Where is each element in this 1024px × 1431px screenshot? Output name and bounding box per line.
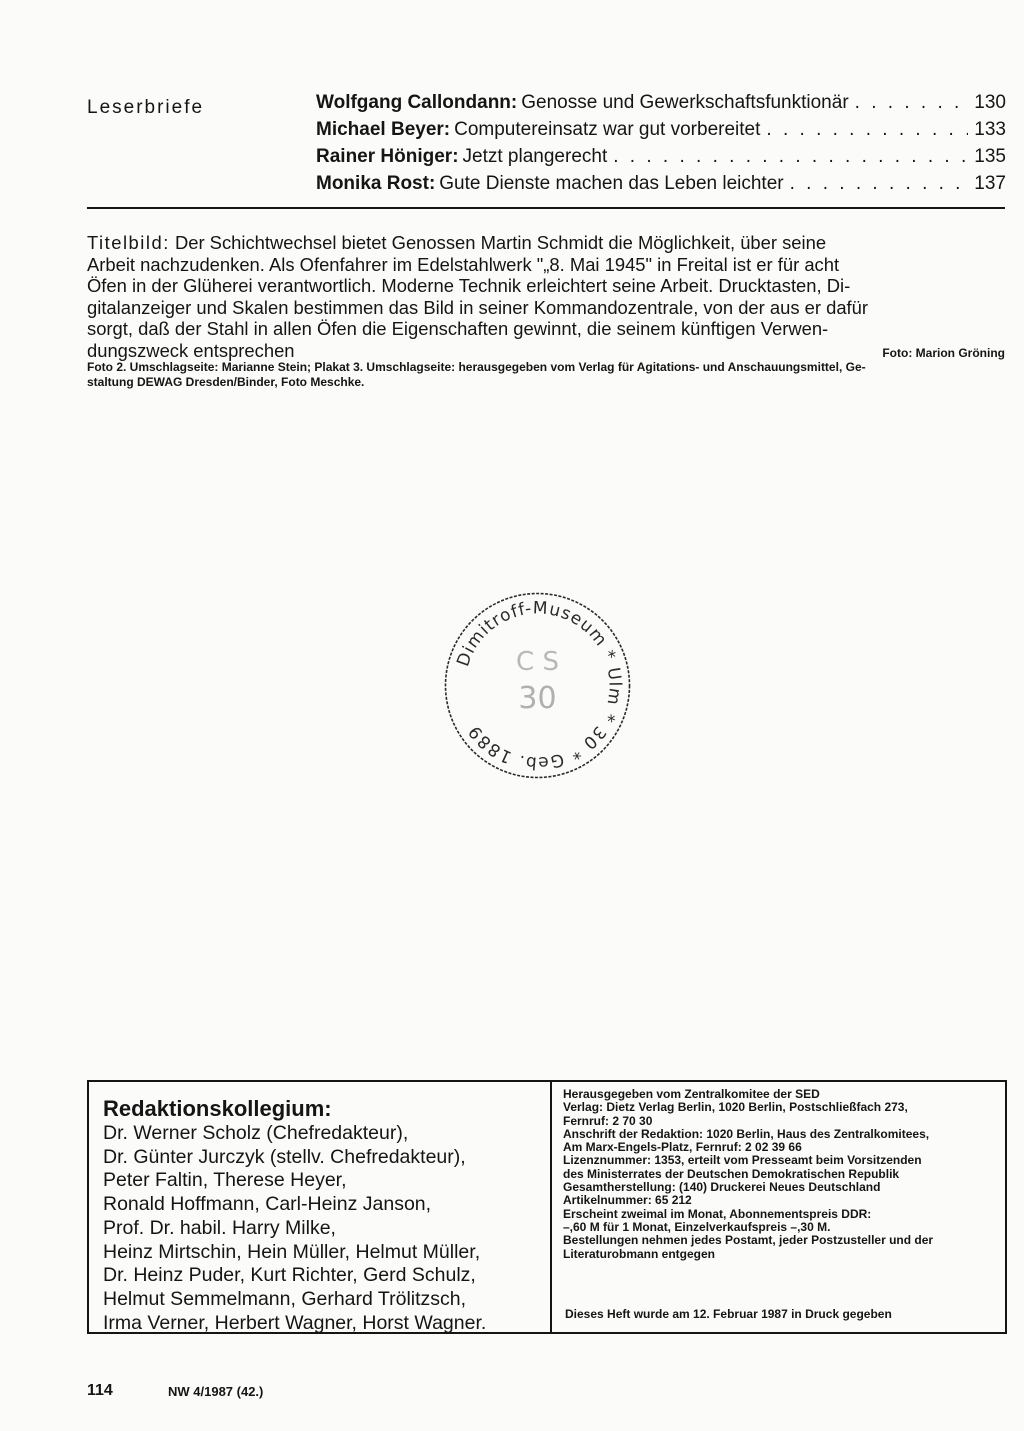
caption-line: sorgt, daß der Stahl in allen Öfen die Eigenschaften gewinnt, die seinem künftigen Verwen- bbox=[87, 318, 829, 339]
publisher-line: Literaturobmann entgegen bbox=[563, 1246, 716, 1261]
credits-line: staltung DEWAG Dresden/Binder, Foto Meschke. bbox=[87, 375, 365, 389]
publisher-line: Lizenznummer: 1353, erteilt vom Presseamt beim Vorsitzenden bbox=[563, 1153, 922, 1168]
toc-author: Rainer Höniger: bbox=[316, 146, 459, 167]
publisher-line: –,60 M für 1 Monat, Einzelverkaufspreis –,30 M. bbox=[563, 1219, 831, 1234]
toc-author: Wolfgang Callondann: bbox=[316, 92, 518, 113]
toc-leader-dots bbox=[855, 92, 969, 114]
editor-line: Dr. Günter Jurczyk (stellv. Chefredakteur), bbox=[103, 1145, 466, 1168]
publisher-line: Verlag: Dietz Verlag Berlin, 1020 Berlin, Postschließfach 273, bbox=[563, 1100, 908, 1115]
toc-title: Computereinsatz war gut vorbereitet bbox=[454, 119, 761, 140]
letters-toc bbox=[316, 92, 1006, 200]
toc-page-number: 130 bbox=[974, 92, 1006, 113]
toc-leader-dots bbox=[790, 173, 969, 195]
toc-title: Gute Dienste machen das Leben leichter bbox=[439, 173, 784, 194]
toc-leader-dots bbox=[766, 119, 968, 141]
editor-line: Dr. Heinz Puder, Kurt Richter, Gerd Schulz, bbox=[103, 1264, 476, 1287]
publisher-line: Anschrift der Redaktion: 1020 Berlin, Haus des Zentralkomitees, bbox=[563, 1126, 930, 1141]
issue-label: NW 4/1987 (42.) bbox=[168, 1384, 264, 1399]
editor-line: Dr. Werner Scholz (Chefredakteur), bbox=[103, 1122, 409, 1144]
toc-entry bbox=[316, 119, 1006, 146]
editor-line: Peter Faltin, Therese Heyer, bbox=[103, 1169, 347, 1192]
credits-line: Foto 2. Umschlagseite: Marianne Stein; Plakat 3. Umschlagseite: herausgegeben vom Verlag für Agitations- und Anschauungsmittel, Ge- bbox=[87, 360, 866, 374]
museum-stamp bbox=[440, 588, 635, 783]
publisher-line: Herausgegeben vom Zentralkomitee der SED bbox=[563, 1087, 820, 1101]
caption-line: gitalanzeiger und Skalen bestimmen das Bild in seiner Kommandozentrale, von der aus er dafür bbox=[87, 296, 869, 318]
publisher-line: Erscheint zweimal im Monat, Abonnementspreis DDR: bbox=[563, 1206, 872, 1221]
image-credits bbox=[87, 360, 1005, 390]
toc-leader-dots bbox=[613, 146, 968, 168]
publisher-line: Gesamtherstellung: (140) Druckerei Neues Deutschland bbox=[563, 1180, 881, 1195]
toc-entry bbox=[316, 173, 1006, 200]
impressum-box bbox=[87, 1080, 1007, 1334]
box-divider bbox=[550, 1082, 552, 1332]
print-date-note: Dieses Heft wurde am 12. Februar 1987 in Druck gegeben bbox=[565, 1307, 892, 1321]
editor-line: Heinz Mirtschin, Hein Müller, Helmut Müller, bbox=[103, 1240, 481, 1263]
toc-author: Monika Rost: bbox=[316, 173, 436, 194]
caption-text: dungszweck entsprechen bbox=[87, 339, 295, 361]
caption-line: Arbeit nachzudenken. Als Ofenfahrer im Edelstahlwerk "„8. Mai 1945" in Freital ist er für acht bbox=[87, 253, 840, 275]
publisher-line: Artikelnummer: 65 212 bbox=[563, 1193, 692, 1208]
svg-text:30: 30 bbox=[518, 681, 557, 716]
editorial-board-heading: Redaktionskollegium: bbox=[103, 1096, 332, 1121]
publisher-line: Bestellungen nehmen jedes Postamt, jeder Postzusteller und der bbox=[563, 1233, 934, 1248]
svg-text:C S: C S bbox=[516, 647, 559, 677]
caption-line: Öfen in der Glüherei verantwortlich. Moderne Technik erleichtert seine Arbeit. Drucktasten, Di- bbox=[87, 275, 851, 296]
toc-title: Genosse und Gewerkschaftsfunktionär bbox=[521, 92, 849, 113]
editor-line: Helmut Semmelmann, Gerhard Trölitzsch, bbox=[103, 1287, 467, 1310]
publisher-line: Fernruf: 2 70 30 bbox=[563, 1113, 653, 1128]
toc-page-number: 135 bbox=[974, 146, 1006, 167]
publisher-line: Am Marx-Engels-Platz, Fernruf: 2 02 39 66 bbox=[563, 1140, 802, 1155]
page-number: 114 bbox=[87, 1382, 113, 1399]
cover-caption bbox=[87, 232, 1005, 364]
toc-entry bbox=[316, 146, 1006, 173]
toc-title: Jetzt plangerecht bbox=[462, 146, 608, 167]
toc-entry bbox=[316, 92, 1006, 119]
caption-line bbox=[87, 232, 1005, 254]
caption-text: Der Schichtwechsel bietet Genossen Martin Schmidt die Möglichkeit, über seine bbox=[174, 232, 827, 253]
editor-line: Prof. Dr. habil. Harry Milke, bbox=[103, 1216, 336, 1239]
toc-page-number: 137 bbox=[974, 173, 1006, 194]
editorial-board bbox=[103, 1096, 548, 1335]
caption-label: Titelbild: bbox=[87, 232, 170, 253]
publisher-info bbox=[563, 1088, 1003, 1261]
editor-line: Irma Verner, Herbert Wagner, Horst Wagner. bbox=[103, 1311, 487, 1334]
section-label-leserbriefe: Leserbriefe bbox=[87, 97, 205, 118]
svg-text:Dimitroff-Museum * Ulm * 30 *: Dimitroff-Museum * Ulm * 30 * Geb. 1889 bbox=[453, 598, 625, 773]
photo-credit: Foto: Marion Gröning bbox=[882, 345, 1005, 360]
toc-author: Michael Beyer: bbox=[316, 119, 451, 140]
publisher-line: des Ministerrates der Deutschen Demokratischen Republik bbox=[563, 1166, 900, 1181]
horizontal-rule bbox=[87, 207, 1005, 209]
toc-page-number: 133 bbox=[974, 119, 1006, 140]
editor-line: Ronald Hoffmann, Carl-Heinz Janson, bbox=[103, 1193, 432, 1216]
